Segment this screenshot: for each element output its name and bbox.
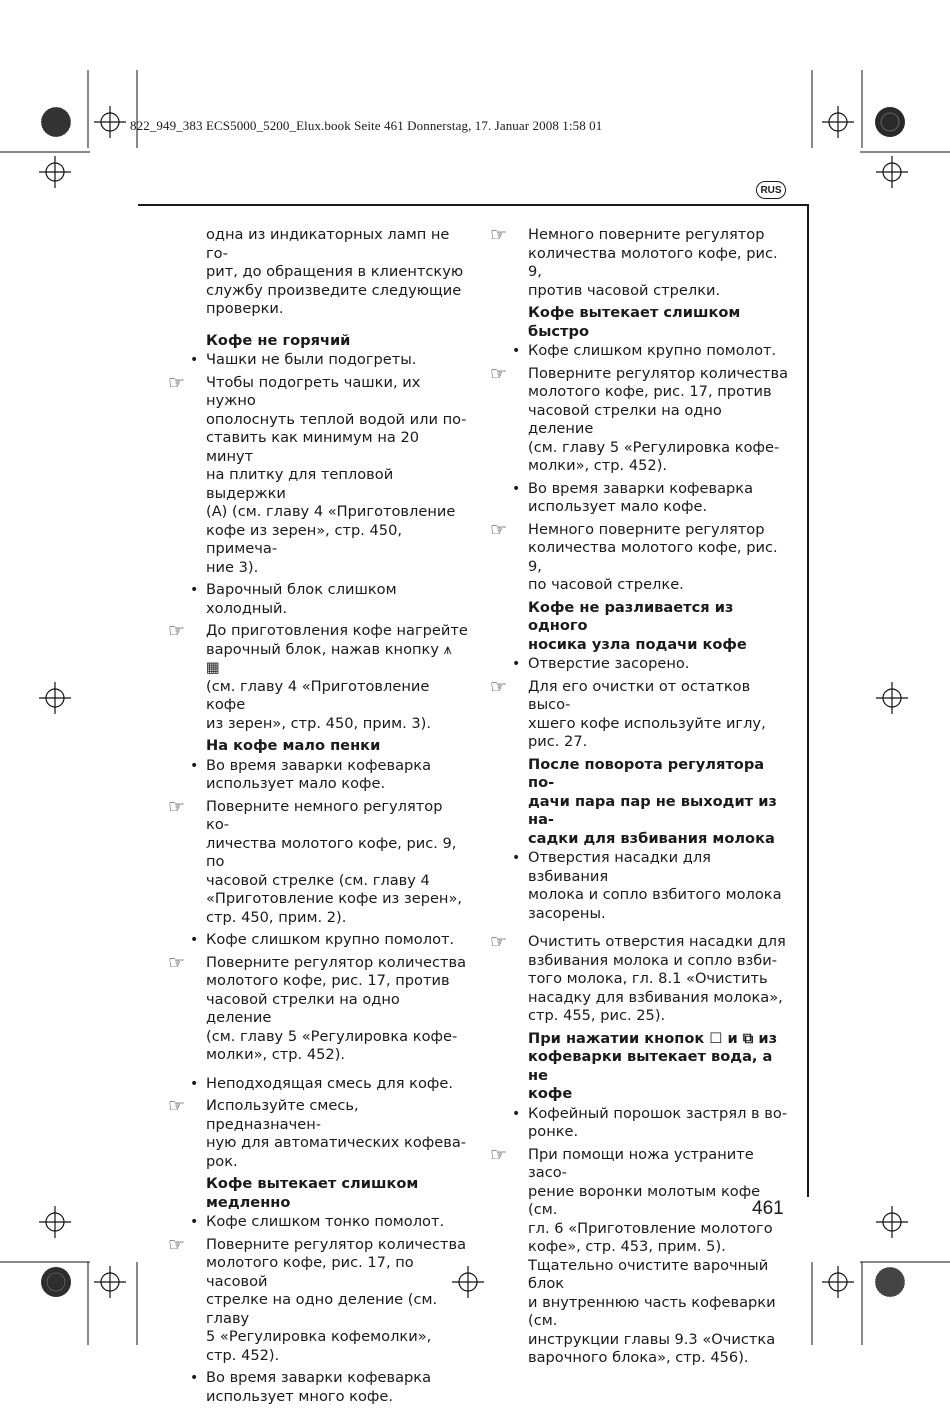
remedy-instruction [490, 675, 790, 752]
right-rule [807, 204, 809, 1197]
cause-bullet [490, 849, 790, 923]
pointing-hand-icon: ☞ [168, 371, 186, 394]
block-text: Неподходящая смесь для кофе. [206, 1074, 454, 1092]
block-text: Кофе вытекает слишком быстро [528, 304, 741, 340]
language-badge: RUS [756, 181, 786, 199]
block-text: Кофе не горячий [206, 331, 351, 349]
bullet-icon: • [190, 1370, 199, 1386]
block-text: Немного поверните регулятор количества молотого кофе, рис. 9, по часовой стрелке. [528, 520, 778, 593]
section-heading [490, 304, 790, 341]
block-text: Используйте смесь, предназначен- ную для автоматических кофева- рок. [206, 1097, 467, 1170]
section-heading [168, 737, 468, 756]
cause-bullet [168, 1213, 468, 1232]
block-text: Немного поверните регулятор количества молотого кофе, рис. 9, против часовой стрелки. [528, 226, 778, 299]
print-file-info: 822_949_383 ECS5000_5200_Elux.book Seite 461 Donnerstag, 17. Januar 2008 1:58 01 [130, 118, 603, 133]
pointing-hand-icon: ☞ [490, 675, 508, 698]
block-text: Кофе слишком крупно помолот. [528, 342, 777, 359]
block-text: На кофе мало пенки [206, 737, 381, 754]
cause-bullet [490, 1105, 790, 1142]
remedy-instruction [490, 518, 790, 595]
cause-bullet [168, 931, 468, 950]
block-text: Во время заварки кофеварка использует мало кофе. [206, 756, 432, 792]
pointing-hand-icon: ☞ [490, 1143, 508, 1166]
left-column [168, 226, 468, 1410]
remedy-instruction [168, 622, 468, 733]
bullet-icon: • [512, 1105, 521, 1122]
pointing-hand-icon: ☞ [168, 1233, 186, 1256]
cause-bullet [168, 1369, 468, 1406]
block-text: Кофе вытекает слишком медленно [206, 1175, 419, 1211]
block-text: Поверните регулятор количества молотого кофе, рис. 17, по часовой стрелке на одно деление (см. главу 5 «Регулировка кофемолки», стр. 452). [206, 1235, 467, 1364]
bullet-icon: • [190, 352, 199, 368]
block-text: Кофейный порошок застрял в во- ронке. [528, 1104, 788, 1140]
pointing-hand-icon: ☞ [168, 1095, 186, 1117]
pointing-hand-icon: ☞ [490, 362, 508, 385]
cause-bullet [490, 655, 790, 674]
section-heading [168, 332, 468, 351]
block-text: Поверните немного регулятор ко- личества молотого кофе, рис. 9, по часовой стрелке (см. главу 4 «Приготовление кофе из зерен», стр. 450, прим. 2). [206, 797, 463, 926]
spacer [168, 323, 468, 329]
cause-bullet [168, 351, 468, 370]
top-rule [138, 204, 808, 206]
remedy-instruction [490, 933, 790, 1026]
section-heading [490, 599, 790, 655]
block-text: Для его очистки от остатков высо- хшего кофе используйте иглу, рис. 27. [528, 677, 766, 750]
cause-bullet [490, 480, 790, 517]
body-paragraph [168, 226, 468, 319]
pointing-hand-icon: ☞ [490, 518, 508, 541]
block-text: При нажатии кнопок ☐ и ⧉ из кофеварки вытекает вода, а не кофе [528, 1029, 778, 1102]
remedy-instruction [490, 362, 790, 476]
cause-bullet [168, 1075, 468, 1094]
remedy-instruction [168, 795, 468, 928]
block-text: Во время заварки кофеварка использует мало кофе. [528, 479, 754, 515]
remedy-instruction [168, 1233, 468, 1366]
block-text: При помощи ножа устраните засо- рение воронки молотым кофе (см. гл. 6 «Приготовление молотого кофе», стр. 453, прим. 5). Тщательно очистите варочный блок и внутреннюю часть кофеварки (см. инструкции главы 9.3 «Очистка варочного блока», стр. 456). [528, 1145, 776, 1366]
block-text: Отверстия насадки для взбивания молока и сопло взбитого молока засорены. [528, 849, 782, 922]
remedy-instruction [168, 951, 468, 1065]
remedy-instruction [168, 1097, 468, 1171]
bullet-icon: • [512, 850, 521, 866]
cause-bullet [168, 581, 468, 618]
block-text: Поверните регулятор количества молотого кофе, рис. 17, против часовой стрелки на одно деление (см. главу 5 «Регулировка кофе- молки», стр. 452). [206, 953, 467, 1063]
block-text: Отверстие засорено. [528, 655, 690, 672]
block-text: Очистить отверстия насадки для взбивания молока и сопло взби- того молока, гл. 8.1 «Очистить насадку для взбивания молока», стр. 455, рис. 25). [528, 933, 786, 1024]
block-text: После поворота регулятора по- дачи пара пар не выходит из на- садки для взбивания молока [528, 755, 777, 847]
bullet-icon: • [190, 1075, 199, 1092]
bullet-icon: • [190, 582, 199, 598]
bullet-icon: • [512, 480, 521, 497]
pointing-hand-icon: ☞ [490, 931, 508, 953]
cause-bullet [490, 342, 790, 361]
pointing-hand-icon: ☞ [168, 620, 186, 642]
right-column [490, 226, 790, 1372]
bullet-icon: • [190, 932, 199, 948]
bullet-icon: • [512, 656, 521, 672]
block-text: Поверните регулятор количества молотого кофе, рис. 17, против часовой стрелки на одно деление (см. главу 5 «Регулировка кофе- молки», стр. 452). [528, 364, 789, 474]
section-heading [168, 1175, 468, 1212]
page-number: 461 [752, 1198, 784, 1219]
bullet-icon: • [190, 757, 199, 774]
cause-bullet [168, 757, 468, 794]
block-text: одна из индикаторных ламп не го- рит, до обращения в клиентскую службу произведите следующие проверки. [206, 226, 464, 317]
pointing-hand-icon: ☞ [490, 224, 508, 246]
section-heading [490, 756, 790, 849]
block-text: Кофе не разливается из одного носика узла подачи кофе [528, 598, 747, 653]
remedy-instruction [168, 371, 468, 578]
block-text: Кофе слишком тонко помолот. [206, 1213, 445, 1230]
bullet-icon: • [512, 343, 521, 359]
bullet-icon: • [190, 1214, 199, 1230]
section-heading [490, 1030, 790, 1104]
block-text: Чашки не были подогреты. [206, 351, 417, 368]
remedy-instruction [490, 226, 790, 300]
pointing-hand-icon: ☞ [168, 951, 186, 974]
pointing-hand-icon: ☞ [168, 795, 186, 818]
block-text: Чтобы подогреть чашки, их нужно ополоснуть теплой водой или по- ставить как минимум на 20 минут на плитку для тепловой выдержки (A) (см. главу 4 «Приготовление кофе из зерен», стр. 450, примеча- ние 3). [206, 373, 467, 576]
block-text: Во время заварки кофеварка использует много кофе. [206, 1369, 432, 1405]
block-text: До приготовления кофе нагрейте варочный блок, нажав кнопку ⩚ ▦ (см. главу 4 «Приготовление кофе из зерен», стр. 450, прим. 3). [206, 622, 468, 732]
block-text: Варочный блок слишком холодный. [206, 581, 397, 617]
remedy-instruction [490, 1143, 790, 1368]
block-text: Кофе слишком крупно помолот. [206, 931, 455, 948]
